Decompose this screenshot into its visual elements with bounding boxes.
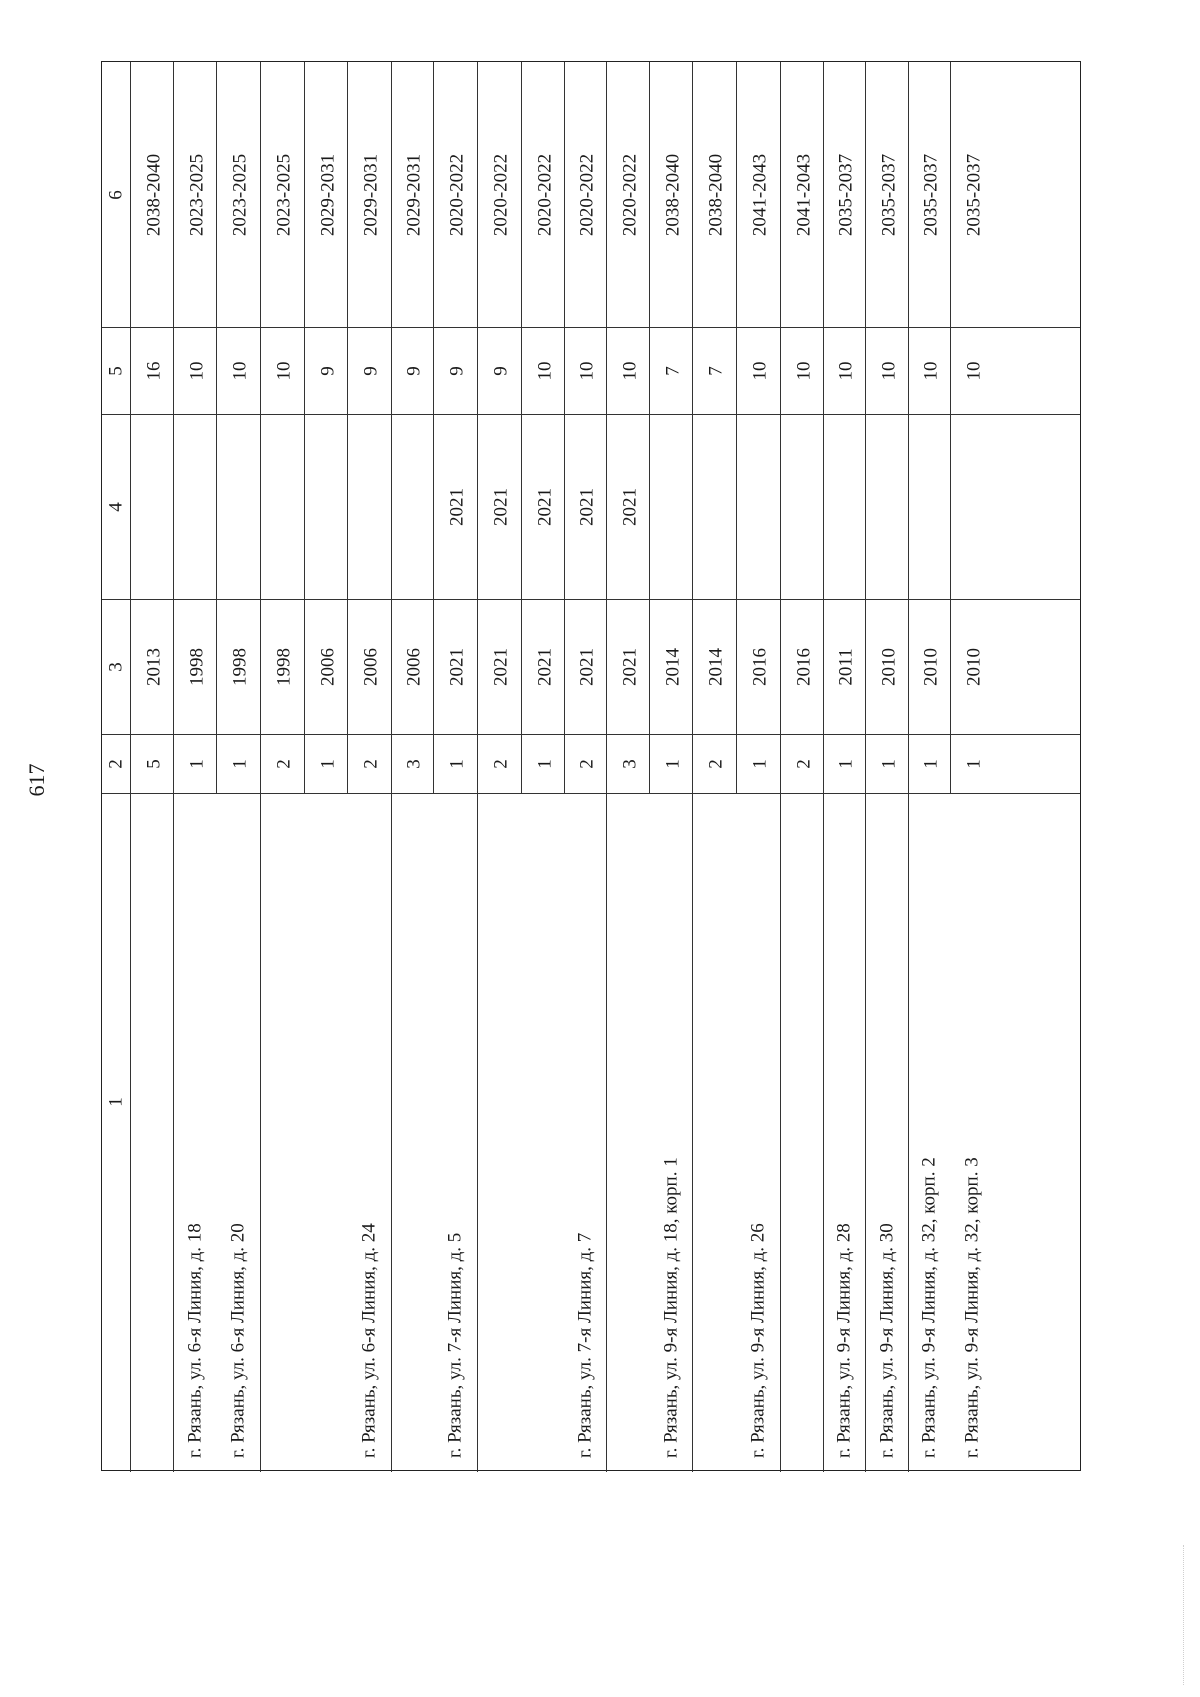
table-cell-col6-text: 2023-2025 bbox=[273, 153, 295, 236]
table-cell-col5-text: 10 bbox=[749, 361, 771, 380]
table-cell-col5-text: 9 bbox=[360, 365, 382, 376]
address-group-divider bbox=[865, 793, 866, 1472]
table-cell-col3-text: 2021 bbox=[576, 647, 598, 686]
table-cell-col6-text: 2029-2031 bbox=[360, 153, 382, 236]
address-cell-text: г. Рязань, ул. 7-я Линия, д. 7 bbox=[574, 1232, 596, 1458]
address-cell-text: г. Рязань, ул. 9-я Линия, д. 26 bbox=[747, 1223, 769, 1458]
table-cell-col5-text: 10 bbox=[878, 361, 899, 380]
row-divider bbox=[649, 62, 650, 793]
row-divider bbox=[304, 62, 305, 793]
address-cell-text: г. Рязань, ул. 9-я Линия, д. 32, корп. 3 bbox=[961, 1157, 982, 1458]
row-divider bbox=[564, 62, 565, 793]
row-divider bbox=[780, 62, 781, 793]
address-group-divider bbox=[692, 793, 693, 1472]
table-cell-col2-text: 2 bbox=[360, 758, 382, 769]
table-cell-col6-text: 2029-2031 bbox=[403, 153, 425, 236]
table-cell-col5-text: 10 bbox=[963, 361, 984, 380]
column-header-5-text: 5 bbox=[105, 365, 127, 376]
table-cell-col6-text: 2020-2022 bbox=[576, 153, 598, 236]
table-cell-col4-text: 2021 bbox=[534, 487, 555, 526]
table-cell-col5-text: 7 bbox=[662, 365, 683, 376]
address-group-divider bbox=[477, 793, 478, 1472]
address-cell-text: г. Рязань, ул. 9-я Линия, д. 18, корп. 1 bbox=[660, 1157, 681, 1458]
table-cell-col4-text: 2021 bbox=[576, 487, 598, 526]
table-cell-col4-text: 2021 bbox=[446, 487, 468, 526]
column-divider bbox=[102, 734, 1080, 735]
table-cell-col5-text: 10 bbox=[273, 361, 295, 380]
table-cell-col5-text: 10 bbox=[835, 361, 857, 380]
table-cell-col6-text: 2023-2025 bbox=[186, 153, 207, 236]
address-group-divider bbox=[606, 793, 607, 1472]
table-cell-col6-text: 2023-2025 bbox=[229, 153, 251, 236]
row-divider bbox=[433, 62, 434, 793]
table-cell-col2-text: 1 bbox=[317, 758, 338, 769]
table-cell-col6-text: 2038-2040 bbox=[662, 153, 683, 236]
row-divider bbox=[216, 62, 217, 793]
table-cell-col2-text: 1 bbox=[229, 758, 251, 769]
table-cell-col5-text: 10 bbox=[793, 361, 814, 380]
table-cell-col2-text: 2 bbox=[576, 758, 598, 769]
table-cell-col3-text: 1998 bbox=[273, 647, 295, 686]
address-cell-text: г. Рязань, ул. 6-я Линия, д. 24 bbox=[358, 1223, 380, 1458]
table-cell-col3-text: 2006 bbox=[317, 647, 338, 686]
table-cell-col6-text: 2035-2037 bbox=[920, 153, 942, 236]
table-cell-col2-text: 1 bbox=[749, 758, 771, 769]
table-cell-col2-text: 5 bbox=[143, 758, 164, 769]
table-cell-col2-text: 1 bbox=[920, 758, 942, 769]
table-cell-col3-text: 2010 bbox=[878, 647, 899, 686]
table-cell-col3-text: 2006 bbox=[403, 647, 425, 686]
column-header-4-text: 4 bbox=[105, 501, 127, 512]
row-divider bbox=[391, 62, 392, 793]
table-cell-col3-text: 2021 bbox=[446, 647, 468, 686]
table-cell-col3-text: 1998 bbox=[186, 647, 207, 686]
table-cell-col2-text: 1 bbox=[963, 758, 984, 769]
row-divider bbox=[477, 62, 478, 793]
table-cell-col2-text: 2 bbox=[490, 758, 512, 769]
table-cell-col6-text: 2035-2037 bbox=[963, 153, 984, 236]
row-divider bbox=[950, 62, 951, 793]
table-cell-col3-text: 2010 bbox=[920, 647, 942, 686]
table-cell-col3-text: 2006 bbox=[360, 647, 382, 686]
table-cell-col4-text: 2021 bbox=[490, 487, 512, 526]
table-cell-col3-text: 2013 bbox=[143, 647, 164, 686]
table-cell-col3-text: 2016 bbox=[793, 647, 814, 686]
table-cell-col5-text: 9 bbox=[490, 365, 512, 376]
table-cell-col2-text: 3 bbox=[619, 758, 640, 769]
address-group-divider bbox=[780, 793, 781, 1472]
table-cell-col5-text: 10 bbox=[534, 361, 555, 380]
table-cell-col3-text: 2014 bbox=[705, 647, 727, 686]
column-divider bbox=[102, 793, 1080, 794]
table-cell-col2-text: 1 bbox=[878, 758, 899, 769]
table-cell-col6-text: 2029-2031 bbox=[317, 153, 338, 236]
table-cell-col2-text: 1 bbox=[446, 758, 468, 769]
address-group-divider bbox=[823, 793, 824, 1472]
column-header-6-text: 6 bbox=[105, 189, 127, 200]
table-cell-col2-text: 2 bbox=[273, 758, 295, 769]
table-cell-col2-text: 1 bbox=[662, 758, 683, 769]
address-group-divider bbox=[173, 793, 174, 1472]
column-divider bbox=[102, 327, 1080, 328]
column-header-2-text: 2 bbox=[105, 758, 127, 769]
table-cell-col4-text: 2021 bbox=[619, 487, 640, 526]
row-divider bbox=[173, 62, 174, 793]
table-cell-col2-text: 1 bbox=[835, 758, 857, 769]
table-cell-col3-text: 2016 bbox=[749, 647, 771, 686]
row-divider bbox=[865, 62, 866, 793]
address-cell-text: г. Рязань, ул. 9-я Линия, д. 28 bbox=[833, 1223, 855, 1458]
table-cell-col2-text: 3 bbox=[403, 758, 425, 769]
table-cell-col3-text: 2021 bbox=[619, 647, 640, 686]
table-cell-col3-text: 1998 bbox=[229, 647, 251, 686]
table-cell-col2-text: 1 bbox=[534, 758, 555, 769]
table-cell-col5-text: 9 bbox=[317, 365, 338, 376]
table-cell-col5-text: 10 bbox=[229, 361, 251, 380]
table-cell-col5-text: 7 bbox=[705, 365, 727, 376]
table-cell-col2-text: 2 bbox=[705, 758, 727, 769]
row-divider bbox=[130, 62, 131, 793]
table-cell-col5-text: 10 bbox=[920, 361, 942, 380]
table-cell-col6-text: 2041-2043 bbox=[793, 153, 814, 236]
page-number-text: 617 bbox=[24, 763, 49, 797]
table-cell-col5-text: 9 bbox=[446, 365, 468, 376]
address-group-divider bbox=[908, 793, 909, 1472]
table-cell-col6-text: 2020-2022 bbox=[446, 153, 468, 236]
address-group-divider bbox=[391, 793, 392, 1472]
address-cell-text: г. Рязань, ул. 9-я Линия, д. 32, корп. 2 bbox=[918, 1157, 940, 1458]
table-cell-col6-text: 2038-2040 bbox=[143, 153, 164, 236]
row-divider bbox=[736, 62, 737, 793]
table-cell-col6-text: 2020-2022 bbox=[490, 153, 512, 236]
data-table bbox=[101, 61, 1081, 1471]
address-cell-text: г. Рязань, ул. 9-я Линия, д. 30 bbox=[876, 1223, 897, 1458]
table-cell-col6-text: 2035-2037 bbox=[835, 153, 857, 236]
table-cell-col3-text: 2021 bbox=[534, 647, 555, 686]
row-divider bbox=[521, 62, 522, 793]
address-cell-text: г. Рязань, ул. 6-я Линия, д. 20 bbox=[227, 1223, 249, 1458]
table-cell-col3-text: 2010 bbox=[963, 647, 984, 686]
row-divider bbox=[692, 62, 693, 793]
row-divider bbox=[908, 62, 909, 793]
table-cell-col6-text: 2020-2022 bbox=[619, 153, 640, 236]
row-divider bbox=[606, 62, 607, 793]
table-cell-col5-text: 10 bbox=[186, 361, 207, 380]
header-divider bbox=[130, 793, 131, 1472]
row-divider bbox=[823, 62, 824, 793]
table-cell-col3-text: 2011 bbox=[835, 647, 857, 686]
row-divider bbox=[347, 62, 348, 793]
table-cell-col5-text: 9 bbox=[403, 365, 425, 376]
table-cell-col5-text: 16 bbox=[143, 361, 164, 380]
table-cell-col6-text: 2041-2043 bbox=[749, 153, 771, 236]
table-cell-col3-text: 2021 bbox=[490, 647, 512, 686]
column-header-1-text: 1 bbox=[105, 1097, 127, 1107]
table-cell-col5-text: 10 bbox=[619, 361, 640, 380]
table-cell-col6-text: 2020-2022 bbox=[534, 153, 555, 236]
address-cell-text: г. Рязань, ул. 6-я Линия, д. 18 bbox=[184, 1223, 205, 1458]
table-cell-col2-text: 2 bbox=[793, 758, 814, 769]
column-divider bbox=[102, 599, 1080, 600]
column-divider bbox=[102, 414, 1080, 415]
column-header-3-text: 3 bbox=[105, 661, 127, 672]
row-divider bbox=[260, 62, 261, 793]
table-cell-col2-text: 1 bbox=[186, 758, 207, 769]
address-cell-text: г. Рязань, ул. 7-я Линия, д. 5 bbox=[444, 1232, 466, 1458]
address-group-divider bbox=[260, 793, 261, 1472]
table-cell-col5-text: 10 bbox=[576, 361, 598, 380]
table-cell-col6-text: 2038-2040 bbox=[705, 153, 727, 236]
table-cell-col3-text: 2014 bbox=[662, 647, 683, 686]
scan-edge-artifact bbox=[1183, 1545, 1185, 1685]
table-cell-col6-text: 2035-2037 bbox=[878, 153, 899, 236]
